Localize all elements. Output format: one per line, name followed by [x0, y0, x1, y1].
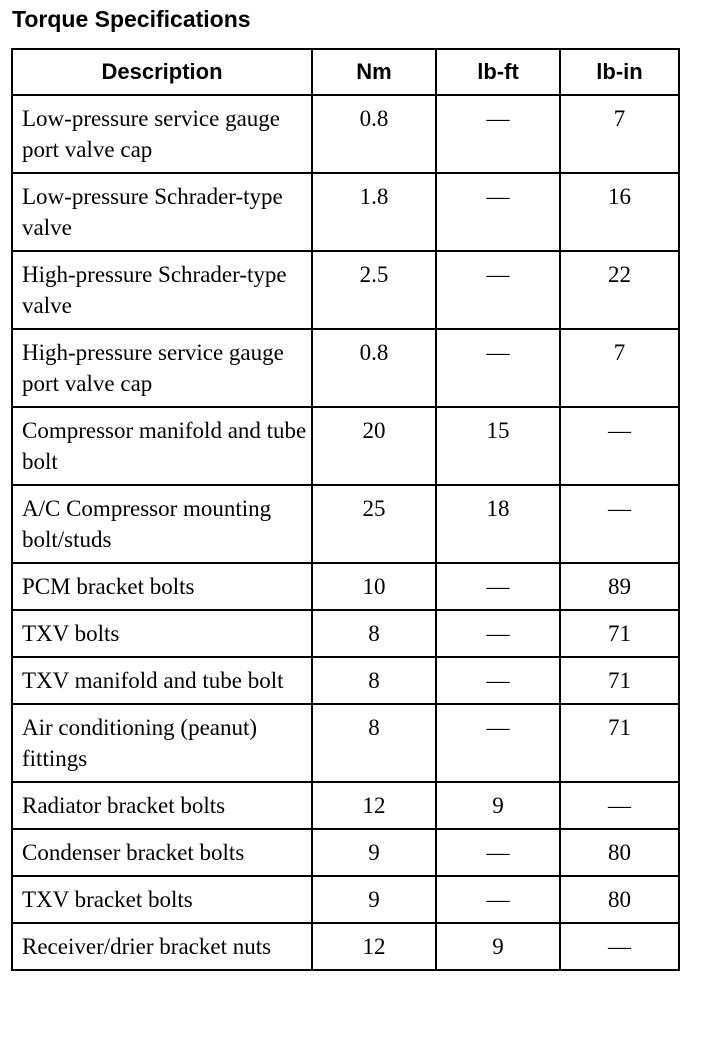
table-row: [12, 876, 679, 923]
description-cell: Air conditioning (peanut) fittings: [12, 704, 312, 782]
lb-in-cell: 16: [560, 173, 679, 251]
table-row: [12, 610, 679, 657]
description-cell: A/C Compressor mounting bolt/studs: [12, 485, 312, 563]
nm-cell: 25: [312, 485, 436, 563]
lb-ft-cell: —: [436, 876, 560, 923]
description-cell: TXV manifold and tube bolt: [12, 657, 312, 704]
lb-in-cell: 22: [560, 251, 679, 329]
lb-ft-cell: —: [436, 329, 560, 407]
lb-ft-cell: 18: [436, 485, 560, 563]
lb-in-cell: —: [560, 782, 679, 829]
lb-in-cell: 7: [560, 95, 679, 173]
table-row: [12, 173, 679, 251]
column-header-description: Description: [12, 49, 312, 95]
nm-cell: 0.8: [312, 95, 436, 173]
description-cell: High-pressure Schrader-type valve: [12, 251, 312, 329]
lb-in-cell: 80: [560, 876, 679, 923]
nm-cell: 8: [312, 657, 436, 704]
table-row: [12, 251, 679, 329]
description-cell: TXV bolts: [12, 610, 312, 657]
description-cell: Condenser bracket bolts: [12, 829, 312, 876]
description-cell: Low-pressure Schrader-type valve: [12, 173, 312, 251]
description-cell: High-pressure service gauge port valve cap: [12, 329, 312, 407]
nm-cell: 9: [312, 876, 436, 923]
nm-cell: 12: [312, 782, 436, 829]
nm-cell: 10: [312, 563, 436, 610]
lb-ft-cell: —: [436, 173, 560, 251]
lb-ft-cell: —: [436, 704, 560, 782]
lb-ft-cell: —: [436, 610, 560, 657]
lb-ft-cell: —: [436, 829, 560, 876]
table-row: [12, 407, 679, 485]
nm-cell: 0.8: [312, 329, 436, 407]
lb-ft-cell: 15: [436, 407, 560, 485]
description-cell: PCM bracket bolts: [12, 563, 312, 610]
lb-in-cell: —: [560, 407, 679, 485]
lb-in-cell: 89: [560, 563, 679, 610]
lb-ft-cell: 9: [436, 923, 560, 970]
table-row: [12, 657, 679, 704]
description-cell: Radiator bracket bolts: [12, 782, 312, 829]
table-row: [12, 782, 679, 829]
description-cell: Compressor manifold and tube bolt: [12, 407, 312, 485]
lb-ft-cell: 9: [436, 782, 560, 829]
lb-ft-cell: —: [436, 563, 560, 610]
nm-cell: 12: [312, 923, 436, 970]
lb-in-cell: 80: [560, 829, 679, 876]
nm-cell: 8: [312, 704, 436, 782]
lb-in-cell: 71: [560, 657, 679, 704]
table-row: [12, 923, 679, 970]
table-row: [12, 829, 679, 876]
description-cell: TXV bracket bolts: [12, 876, 312, 923]
lb-ft-cell: —: [436, 95, 560, 173]
lb-in-cell: 71: [560, 704, 679, 782]
nm-cell: 1.8: [312, 173, 436, 251]
lb-in-cell: —: [560, 485, 679, 563]
nm-cell: 20: [312, 407, 436, 485]
nm-cell: 8: [312, 610, 436, 657]
table-header-row: [12, 49, 679, 95]
lb-in-cell: —: [560, 923, 679, 970]
table-row: [12, 563, 679, 610]
nm-cell: 9: [312, 829, 436, 876]
table-row: [12, 485, 679, 563]
column-header-nm: Nm: [312, 49, 436, 95]
column-header-lb-ft: lb-ft: [436, 49, 560, 95]
lb-in-cell: 71: [560, 610, 679, 657]
table-row: [12, 704, 679, 782]
column-header-lb-in: lb-in: [560, 49, 679, 95]
description-cell: Receiver/drier bracket nuts: [12, 923, 312, 970]
table-row: [12, 95, 679, 173]
description-cell: Low-pressure service gauge port valve cap: [12, 95, 312, 173]
nm-cell: 2.5: [312, 251, 436, 329]
torque-spec-table: [11, 48, 680, 971]
lb-ft-cell: —: [436, 251, 560, 329]
lb-ft-cell: —: [436, 657, 560, 704]
table-row: [12, 329, 679, 407]
lb-in-cell: 7: [560, 329, 679, 407]
page-title: Torque Specifications: [12, 6, 251, 32]
